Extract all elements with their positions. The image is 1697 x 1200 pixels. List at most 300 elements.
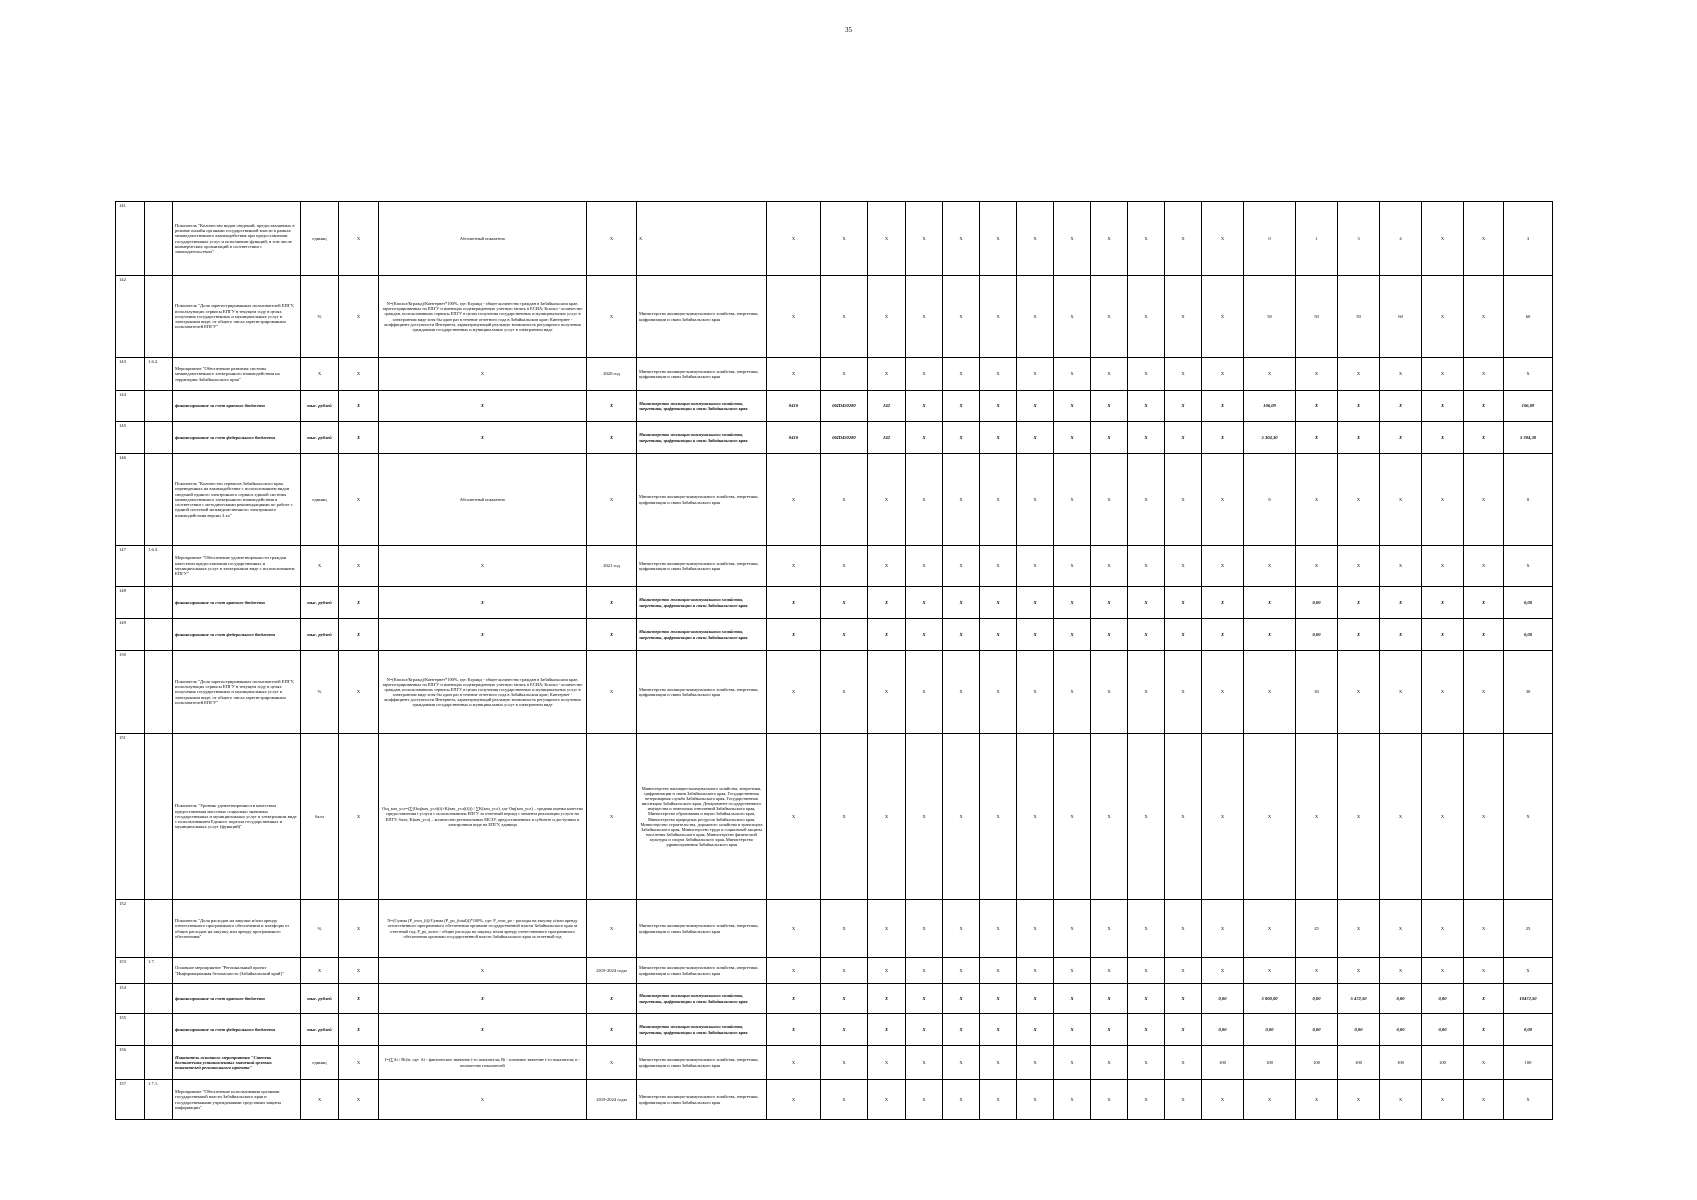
value-cell: 5 472,50 xyxy=(1338,984,1380,1014)
value-cell: Х xyxy=(1054,391,1091,422)
value-cell: Х xyxy=(1165,900,1202,958)
value-cell: Х xyxy=(1296,391,1338,422)
value-cell: Х xyxy=(1165,422,1202,454)
value-cell: Х xyxy=(1380,958,1422,984)
row-number-cell: 155 xyxy=(116,1014,145,1046)
period-cell: Х xyxy=(587,1046,637,1080)
value-cell: 3 xyxy=(1338,202,1380,276)
value-cell: Х xyxy=(1017,358,1054,391)
value-cell: Х xyxy=(980,1014,1017,1046)
value-cell: Х xyxy=(821,358,868,391)
value-cell: Х xyxy=(1244,619,1296,651)
value-cell: Х xyxy=(868,734,906,900)
row-code-cell xyxy=(145,900,173,958)
value-cell: 0410 xyxy=(767,422,821,454)
value-cell: Х xyxy=(943,276,980,358)
cell-x: Х xyxy=(339,900,379,958)
value-cell: Х xyxy=(943,651,980,734)
row-code-cell xyxy=(145,391,173,422)
value-cell: Х xyxy=(1504,958,1553,984)
responsible-org-cell: Министерство жилищно-коммунального хозяйства, энергетики, цифровизации и связи Забайкальского края xyxy=(637,454,767,546)
table-row xyxy=(116,276,1553,358)
value-cell: 106,09 xyxy=(1504,391,1553,422)
value-cell: Х xyxy=(1165,734,1202,900)
value-cell: Х xyxy=(1380,358,1422,391)
value-cell: Х xyxy=(1380,1080,1422,1120)
value-cell: Х xyxy=(1017,984,1054,1014)
value-cell: Х xyxy=(1091,391,1128,422)
cell-x: Х xyxy=(339,734,379,900)
table-row xyxy=(116,587,1553,619)
value-cell: Х xyxy=(1165,546,1202,587)
responsible-org-cell: Министерство жилищно-коммунального хозяйства, энергетики, цифровизации и связи Забайкальского края, Государственная ветеринарная служба Забайкальского края, Государственная инспекция Забайкальского края, Департамент государственного имущества и земельных отношений Забайкальского края, Министерство образования и науки Забайкальского края, Министерство природных ресурсов Забайкальского края, Министерство строительства, дорожного хозяйства и транспорта Забайкальского края, Министерство труда и социальной защиты населения Забайкальского края, Министерство физической культуры и спорта Забайкальского края, Министерство здравоохранения Забайкальского края xyxy=(637,734,767,900)
value-cell: 242 xyxy=(868,391,906,422)
value-cell: 25 xyxy=(1504,900,1553,958)
value-cell: Х xyxy=(868,1014,906,1046)
value-cell: Х xyxy=(1165,1080,1202,1120)
value-cell: Х xyxy=(980,422,1017,454)
value-cell: Х xyxy=(1017,651,1054,734)
value-cell: 4 xyxy=(1380,202,1422,276)
value-cell: 06ID450280 xyxy=(821,391,868,422)
unit-cell: тыс. рублей xyxy=(301,1014,339,1046)
value-cell: Х xyxy=(1091,619,1128,651)
value-cell: Х xyxy=(1504,358,1553,391)
value-cell: Х xyxy=(1091,587,1128,619)
value-cell: Х xyxy=(906,358,943,391)
unit-cell: единиц xyxy=(301,202,339,276)
formula-cell: Х xyxy=(379,587,587,619)
value-cell: Х xyxy=(1128,422,1165,454)
period-cell: 2019-2024 годы xyxy=(587,1080,637,1120)
value-cell: 100 xyxy=(1202,1046,1244,1080)
value-cell: Х xyxy=(1165,958,1202,984)
value-cell: Х xyxy=(868,619,906,651)
value-cell: Х xyxy=(868,1080,906,1120)
value-cell: Х xyxy=(767,1014,821,1046)
unit-cell: тыс. рублей xyxy=(301,391,339,422)
value-cell: Х xyxy=(906,454,943,546)
value-cell: Х xyxy=(821,958,868,984)
value-cell: Х xyxy=(821,587,868,619)
value-cell: Х xyxy=(1338,587,1380,619)
value-cell: Х xyxy=(1338,619,1380,651)
period-cell: Х xyxy=(587,1014,637,1046)
formula-cell: Абсолютный показатель xyxy=(379,202,587,276)
value-cell: Х xyxy=(906,900,943,958)
value-cell: Х xyxy=(1091,358,1128,391)
value-cell: 0,00 xyxy=(1380,1014,1422,1046)
value-cell: Х xyxy=(943,391,980,422)
value-cell: Х xyxy=(1165,202,1202,276)
value-cell: Х xyxy=(767,276,821,358)
value-cell: 0,00 xyxy=(1422,984,1464,1014)
value-cell: Х xyxy=(1296,546,1338,587)
row-code-cell xyxy=(145,422,173,454)
value-cell: Х xyxy=(1017,546,1054,587)
value-cell: Х xyxy=(1338,734,1380,900)
value-cell: Х xyxy=(1422,276,1464,358)
value-cell: Х xyxy=(1054,900,1091,958)
responsible-org-cell: Министерство жилищно-коммунального хозяйства, энергетики, цифровизации и связи Забайкальского края xyxy=(637,984,767,1014)
value-cell: 60 xyxy=(1380,276,1422,358)
value-cell: Х xyxy=(1054,422,1091,454)
row-code-cell xyxy=(145,984,173,1014)
value-cell: Х xyxy=(868,546,906,587)
value-cell: 30 xyxy=(1504,651,1553,734)
value-cell: 30 xyxy=(1296,651,1338,734)
value-cell: 0,00 xyxy=(1504,1014,1553,1046)
value-cell: Х xyxy=(1128,1080,1165,1120)
value-cell: Х xyxy=(980,202,1017,276)
value-cell: Х xyxy=(1244,958,1296,984)
value-cell: Х xyxy=(906,1014,943,1046)
row-name-cell: финансирование за счет федерального бюджета xyxy=(173,422,301,454)
value-cell: Х xyxy=(1244,358,1296,391)
value-cell: Х xyxy=(767,651,821,734)
value-cell: Х xyxy=(1338,454,1380,546)
value-cell: Х xyxy=(980,1080,1017,1120)
program-table xyxy=(115,201,1553,1120)
value-cell: Х xyxy=(1464,900,1504,958)
value-cell: Х xyxy=(943,1046,980,1080)
value-cell: 06ID450280 xyxy=(821,422,868,454)
value-cell: Х xyxy=(1202,422,1244,454)
value-cell: Х xyxy=(868,900,906,958)
value-cell: Х xyxy=(1202,202,1244,276)
value-cell: Х xyxy=(980,734,1017,900)
formula-cell: Х xyxy=(379,619,587,651)
page-number: 35 xyxy=(845,26,852,34)
table-row xyxy=(116,1080,1553,1120)
row-code-cell xyxy=(145,651,173,734)
value-cell: Х xyxy=(1296,958,1338,984)
value-cell: Х xyxy=(1464,546,1504,587)
formula-cell: Х xyxy=(379,984,587,1014)
formula-cell: Х xyxy=(379,546,587,587)
responsible-org-cell: Министерство жилищно-коммунального хозяйства, энергетики, цифровизации и связи Забайкальского края xyxy=(637,1014,767,1046)
row-number-cell: 156 xyxy=(116,1046,145,1080)
value-cell: 0,00 xyxy=(1504,619,1553,651)
table-row xyxy=(116,454,1553,546)
value-cell: Х xyxy=(1464,651,1504,734)
value-cell: Х xyxy=(821,651,868,734)
value-cell: 0,00 xyxy=(1380,984,1422,1014)
period-cell: Х xyxy=(587,454,637,546)
cell-x: Х xyxy=(339,587,379,619)
unit-cell: единиц xyxy=(301,1046,339,1080)
value-cell: Х xyxy=(1165,358,1202,391)
value-cell: Х xyxy=(767,734,821,900)
responsible-org-cell: Министерство жилищно-коммунального хозяйства, энергетики, цифровизации и связи Забайкальского края xyxy=(637,422,767,454)
value-cell: Х xyxy=(1202,546,1244,587)
value-cell: 106,09 xyxy=(1244,391,1296,422)
value-cell: Х xyxy=(1165,1046,1202,1080)
value-cell: Х xyxy=(1128,358,1165,391)
value-cell: 100 xyxy=(1296,1046,1338,1080)
table-row xyxy=(116,546,1553,587)
value-cell: Х xyxy=(1054,1080,1091,1120)
value-cell: Х xyxy=(1338,546,1380,587)
value-cell: Х xyxy=(943,900,980,958)
value-cell: Х xyxy=(1422,651,1464,734)
value-cell: Х xyxy=(1165,984,1202,1014)
value-cell: Х xyxy=(1128,619,1165,651)
table-row xyxy=(116,358,1553,391)
value-cell: Х xyxy=(1128,734,1165,900)
value-cell: Х xyxy=(1017,276,1054,358)
row-number-cell: 150 xyxy=(116,651,145,734)
value-cell: Х xyxy=(1244,900,1296,958)
value-cell: Х xyxy=(868,358,906,391)
value-cell: Х xyxy=(943,734,980,900)
period-cell: Х xyxy=(587,587,637,619)
value-cell: 0,00 xyxy=(1296,1014,1338,1046)
unit-cell: Х xyxy=(301,958,339,984)
value-cell: Х xyxy=(1054,276,1091,358)
table-row xyxy=(116,619,1553,651)
row-name-cell: Показатель основного мероприятия "Степень достижения установленных значений целевых показателей регионального проекта" xyxy=(173,1046,301,1080)
value-cell: Х xyxy=(1054,619,1091,651)
formula-cell: N=(Кпольз/Кгражд)/Кинтернет*100%, где: Кгражд - общее количество граждан в Забайкальском крае, зарегистрированных на ЕПГУ и имеющих подтвержденную учетную запись в ЕСИА; Кпольз - количество граждан, использовавших сервисы ЕПГУ в целях получения государственных и муниципальных услуг в электронном виде хотя бы один раз в течение отчетного года в Забайкальском крае; Кинтернет - коэффициент доступности Интернета, характеризующий реальную возможность регулярного получения гражданами государственных и муниципальных услуг в электронном виде xyxy=(379,276,587,358)
period-cell: Х xyxy=(587,619,637,651)
row-code-cell xyxy=(145,276,173,358)
value-cell: Х xyxy=(1128,984,1165,1014)
value-cell: 0,00 xyxy=(1202,984,1244,1014)
period-cell: 2020 год xyxy=(587,358,637,391)
value-cell: 50 xyxy=(1296,276,1338,358)
value-cell: Х xyxy=(1091,1046,1128,1080)
value-cell: Х xyxy=(1464,958,1504,984)
period-cell: Х xyxy=(587,734,637,900)
value-cell: 50 xyxy=(1338,276,1380,358)
value-cell: Х xyxy=(1128,900,1165,958)
value-cell: Х xyxy=(767,546,821,587)
value-cell: Х xyxy=(767,454,821,546)
value-cell: Х xyxy=(1091,1080,1128,1120)
unit-cell: % xyxy=(301,651,339,734)
formula-cell: Х xyxy=(379,1080,587,1120)
value-cell: 3 xyxy=(1504,202,1553,276)
value-cell: Х xyxy=(943,984,980,1014)
table-row xyxy=(116,734,1553,900)
value-cell: Х xyxy=(1202,454,1244,546)
value-cell: Х xyxy=(1202,391,1244,422)
value-cell: Х xyxy=(980,454,1017,546)
value-cell: Х xyxy=(1380,454,1422,546)
value-cell: 100 xyxy=(1380,1046,1422,1080)
value-cell: Х xyxy=(1380,734,1422,900)
value-cell: Х xyxy=(1338,391,1380,422)
value-cell: Х xyxy=(1244,546,1296,587)
value-cell: Х xyxy=(1464,734,1504,900)
value-cell: Х xyxy=(1338,958,1380,984)
value-cell: Х xyxy=(1202,619,1244,651)
value-cell: Х xyxy=(906,1080,943,1120)
row-code-cell xyxy=(145,202,173,276)
value-cell: Х xyxy=(1017,422,1054,454)
value-cell: Х xyxy=(1464,391,1504,422)
value-cell: Х xyxy=(1091,202,1128,276)
value-cell: Х xyxy=(1380,651,1422,734)
row-name-cell: Показатель "Уровень удовлетворенности качеством предоставления массовых социально значимых государственных и муниципальных услуг в электронном виде с использованием Единого портала государственных и муниципальных услуг (функций)" xyxy=(173,734,301,900)
value-cell: Х xyxy=(767,1080,821,1120)
value-cell: Х xyxy=(1422,391,1464,422)
value-cell: Х xyxy=(1202,734,1244,900)
value-cell: Х xyxy=(1338,651,1380,734)
value-cell: Х xyxy=(821,546,868,587)
row-number-cell: 149 xyxy=(116,619,145,651)
row-name-cell: финансирование за счет федерального бюджета xyxy=(173,619,301,651)
value-cell: 0 xyxy=(1244,202,1296,276)
period-cell: Х xyxy=(587,202,637,276)
value-cell: Х xyxy=(980,546,1017,587)
formula-cell: Х xyxy=(379,1014,587,1046)
formula-cell: Х xyxy=(379,358,587,391)
row-name-cell: Основное мероприятие "Региональный проект "Информационная безопасность (Забайкальский край)" xyxy=(173,958,301,984)
value-cell: Х xyxy=(980,651,1017,734)
value-cell: 0,00 xyxy=(1296,619,1338,651)
unit-cell: тыс. рублей xyxy=(301,619,339,651)
value-cell: Х xyxy=(1464,984,1504,1014)
unit-cell: единиц xyxy=(301,454,339,546)
value-cell: Х xyxy=(1054,734,1091,900)
value-cell: 8 xyxy=(1244,454,1296,546)
value-cell: Х xyxy=(1464,276,1504,358)
value-cell: Х xyxy=(1504,546,1553,587)
value-cell: Х xyxy=(1128,958,1165,984)
value-cell: 100 xyxy=(1422,1046,1464,1080)
value-cell: Х xyxy=(1464,619,1504,651)
formula-cell: Абсолютный показатель xyxy=(379,454,587,546)
value-cell: Х xyxy=(1296,1080,1338,1120)
value-cell: Х xyxy=(1422,454,1464,546)
value-cell: Х xyxy=(1338,358,1380,391)
table-row xyxy=(116,1014,1553,1046)
row-name-cell: Показатель "Количество сервисов Забайкальского края, переведенных на взаимодействие с использованием видов сведений единого электронного сервиса единой системы межведомственного электронного взаимодействия в соответствии с методическими рекомендациями по работе с единой системой межведомственного электронного взаимодействия версии 3.xx" xyxy=(173,454,301,546)
value-cell: Х xyxy=(1422,619,1464,651)
value-cell: Х xyxy=(980,391,1017,422)
unit-cell: тыс. рублей xyxy=(301,587,339,619)
cell-x: Х xyxy=(339,276,379,358)
unit-cell: Х xyxy=(301,358,339,391)
value-cell: 0410 xyxy=(767,391,821,422)
value-cell: 5 304,30 xyxy=(1504,422,1553,454)
unit-cell: балл xyxy=(301,734,339,900)
row-number-cell: 148 xyxy=(116,587,145,619)
value-cell: Х xyxy=(767,900,821,958)
value-cell: Х xyxy=(943,358,980,391)
value-cell: 10472,50 xyxy=(1504,984,1553,1014)
period-cell: Х xyxy=(587,651,637,734)
value-cell: Х xyxy=(868,202,906,276)
value-cell: Х xyxy=(1422,587,1464,619)
value-cell: Х xyxy=(1422,900,1464,958)
cell-x: Х xyxy=(339,984,379,1014)
value-cell: Х xyxy=(868,1046,906,1080)
value-cell: Х xyxy=(1422,546,1464,587)
value-cell: Х xyxy=(1091,900,1128,958)
row-number-cell: 144 xyxy=(116,391,145,422)
value-cell: Х xyxy=(1296,358,1338,391)
value-cell: Х xyxy=(1422,734,1464,900)
row-number-cell: 154 xyxy=(116,984,145,1014)
table-row xyxy=(116,202,1553,276)
unit-cell: тыс. рублей xyxy=(301,422,339,454)
responsible-org-cell: Х xyxy=(637,202,767,276)
responsible-org-cell: Министерство жилищно-коммунального хозяйства, энергетики, цифровизации и связи Забайкальского края xyxy=(637,619,767,651)
formula-cell: Ощ_кач_усл=(∑(Ощ(кач_усл)(i)×K(кач_усл)(i))) / ∑K(кач_усл), где Ощ(кач_усл) – средняя оценка качества предоставления i услуги с использованием ЕПГУ за отчетный период с момента реализации услуги на ЕПГУ, балл; K(кач_усл) – количество региональных МСЗУ, предоставленных в субъекте и доступных в электронном виде на ЕПГУ, единица xyxy=(379,734,587,900)
value-cell: 0,00 xyxy=(1504,587,1553,619)
row-number-cell: 147 xyxy=(116,546,145,587)
responsible-org-cell: Министерство жилищно-коммунального хозяйства, энергетики, цифровизации и связи Забайкальского края xyxy=(637,587,767,619)
row-code-cell xyxy=(145,454,173,546)
value-cell: 5 304,30 xyxy=(1244,422,1296,454)
row-number-cell: 141 xyxy=(116,202,145,276)
period-cell: Х xyxy=(587,900,637,958)
row-code-cell: 1.7. xyxy=(145,958,173,984)
value-cell: Х xyxy=(821,900,868,958)
unit-cell: % xyxy=(301,276,339,358)
value-cell: Х xyxy=(1017,619,1054,651)
value-cell: Х xyxy=(1422,958,1464,984)
period-cell: 2021 год xyxy=(587,546,637,587)
value-cell: Х xyxy=(1091,734,1128,900)
value-cell: Х xyxy=(1017,1046,1054,1080)
value-cell: Х xyxy=(1464,422,1504,454)
row-number-cell: 157 xyxy=(116,1080,145,1120)
responsible-org-cell: Министерство жилищно-коммунального хозяйства, энергетики, цифровизации и связи Забайкальского края xyxy=(637,1046,767,1080)
value-cell: Х xyxy=(868,958,906,984)
value-cell: Х xyxy=(1128,276,1165,358)
value-cell: Х xyxy=(1338,422,1380,454)
value-cell: Х xyxy=(1464,587,1504,619)
value-cell: Х xyxy=(1422,1080,1464,1120)
value-cell: Х xyxy=(1128,202,1165,276)
row-number-cell: 153 xyxy=(116,958,145,984)
row-name-cell: Мероприятие "Обеспечение использования органами государственной власти Забайкальского края и государственными учреждениями средствами защиты информации" xyxy=(173,1080,301,1120)
value-cell: Х xyxy=(943,1080,980,1120)
value-cell: Х xyxy=(1202,1080,1244,1120)
value-cell: Х xyxy=(1128,651,1165,734)
formula-cell: Х xyxy=(379,422,587,454)
value-cell: Х xyxy=(767,202,821,276)
row-number-cell: 143 xyxy=(116,358,145,391)
cell-x: Х xyxy=(339,454,379,546)
value-cell: Х xyxy=(821,202,868,276)
value-cell: Х xyxy=(1054,358,1091,391)
value-cell: Х xyxy=(980,900,1017,958)
value-cell: Х xyxy=(906,651,943,734)
row-number-cell: 152 xyxy=(116,900,145,958)
period-cell: Х xyxy=(587,391,637,422)
value-cell: Х xyxy=(821,734,868,900)
row-code-cell xyxy=(145,1046,173,1080)
value-cell: Х xyxy=(980,958,1017,984)
value-cell: Х xyxy=(1091,276,1128,358)
cell-x: Х xyxy=(339,651,379,734)
value-cell: Х xyxy=(1380,546,1422,587)
row-name-cell: финансирование за счет краевого бюджета xyxy=(173,391,301,422)
value-cell: Х xyxy=(1091,651,1128,734)
value-cell: Х xyxy=(980,1046,1017,1080)
value-cell: Х xyxy=(1017,900,1054,958)
value-cell: Х xyxy=(1128,454,1165,546)
value-cell: Х xyxy=(906,734,943,900)
value-cell: Х xyxy=(1380,619,1422,651)
value-cell: Х xyxy=(821,1046,868,1080)
value-cell: Х xyxy=(1091,958,1128,984)
